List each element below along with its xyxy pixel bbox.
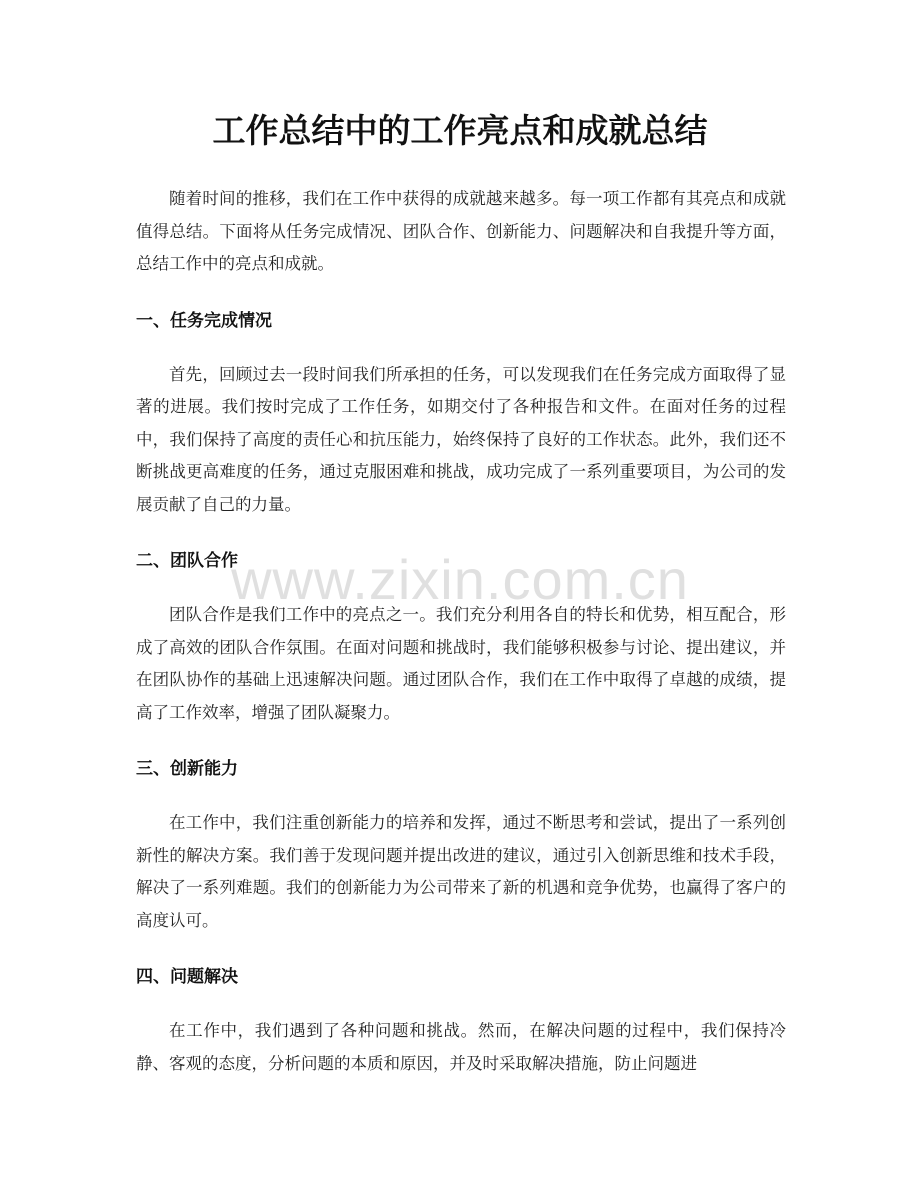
section-body-tasks: 首先，回顾过去一段时间我们所承担的任务，可以发现我们在任务完成方面取得了显著的进展。我们按时完成了工作任务，如期交付了各种报告和文件。在面对任务的过程中，我们保持了高度的责任心和抗压能力，始终保持了良好的工作状态。此外，我们还不断挑战更高难度的任务，通过克服困难和挑战，成功完成了一系列重要项目，为公司的发展贡献了自己的力量。 bbox=[136, 364, 786, 514]
section-heading-innovation: 三、创新能力 bbox=[136, 759, 238, 779]
section-body-teamwork: 团队合作是我们工作中的亮点之一。我们充分利用各自的特长和优势，相互配合，形成了高效的团队合作氛围。在面对问题和挑战时，我们能够积极参与讨论、提出建议，并在团队协作的基础上迅速解决问题。通过团队合作，我们在工作中取得了卓越的成绩，提高了工作效率，增强了团队凝聚力。 bbox=[136, 605, 786, 722]
section-heading-problem-solving: 四、问题解决 bbox=[136, 967, 238, 987]
section-body-problem-solving: 在工作中，我们遇到了各种问题和挑战。然而，在解决问题的过程中，我们保持冷静、客观的态度，分析问题的本质和原因，并及时采取解决措施，防止问题进 bbox=[136, 1021, 786, 1073]
section-heading-teamwork: 二、团队合作 bbox=[136, 551, 238, 571]
document-title: 工作总结中的工作亮点和成就总结 bbox=[212, 111, 708, 150]
document-body bbox=[136, 183, 786, 1107]
intro-paragraph: 随着时间的推移，我们在工作中获得的成就越来越多。每一项工作都有其亮点和成就值得总结。下面将从任务完成情况、团队合作、创新能力、问题解决和自我提升等方面，总结工作中的亮点和成就。 bbox=[136, 189, 786, 273]
section-heading-tasks: 一、任务完成情况 bbox=[136, 310, 272, 331]
watermark: www.zixin.com.cn bbox=[231, 548, 689, 611]
section-body-innovation: 在工作中，我们注重创新能力的培养和发挥，通过不断思考和尝试，提出了一系列创新性的解决方案。我们善于发现问题并提出改进的建议，通过引入创新思维和技术手段，解决了一系列难题。我们的创新能力为公司带来了新的机遇和竞争优势，也赢得了客户的高度认可。 bbox=[136, 813, 786, 930]
